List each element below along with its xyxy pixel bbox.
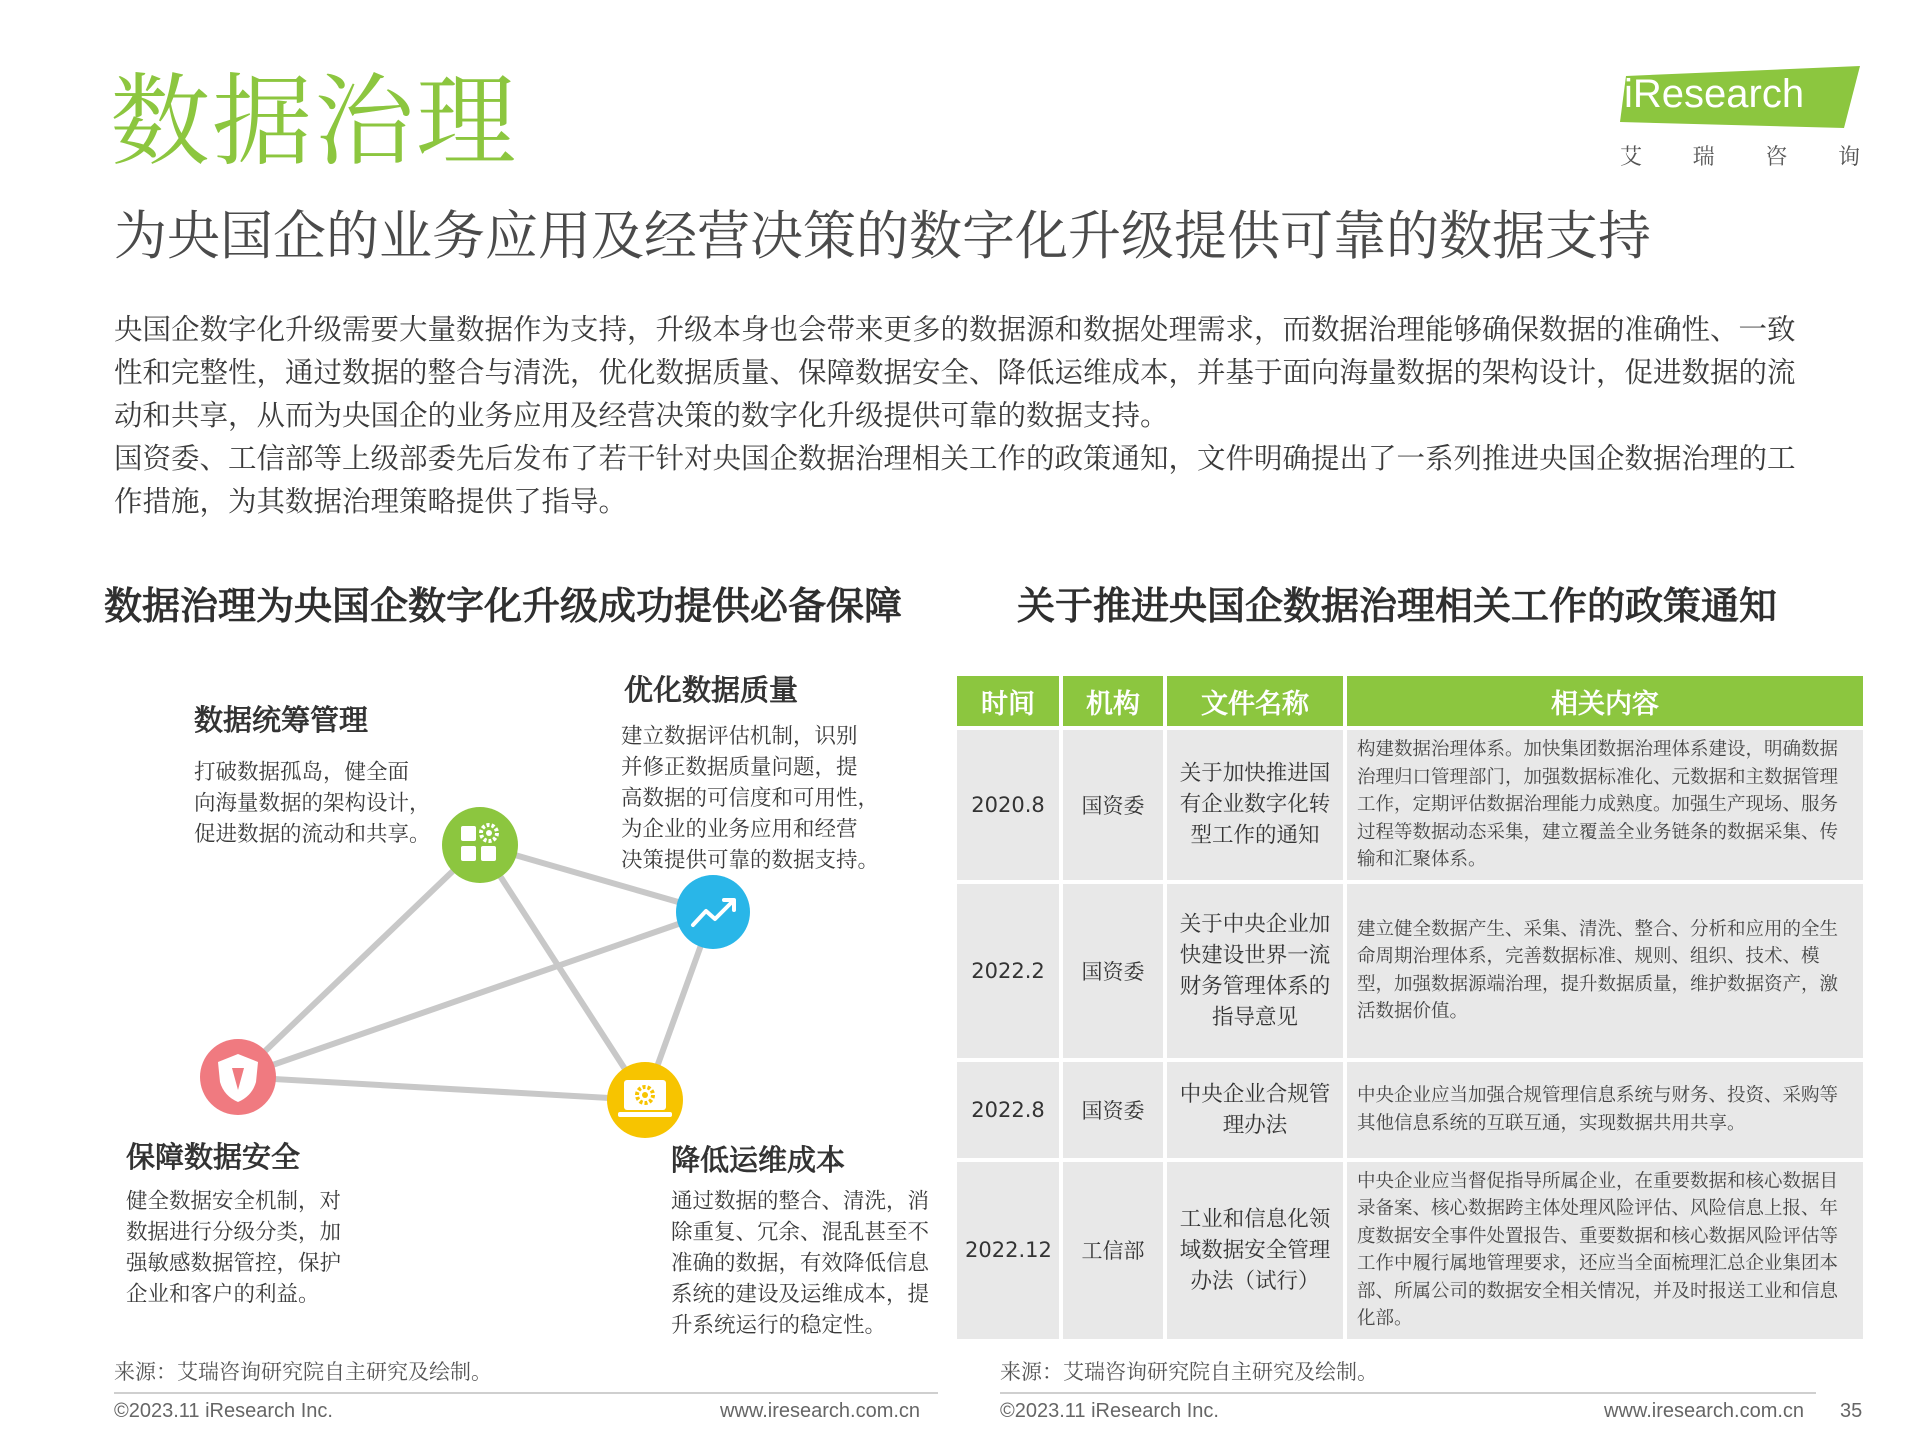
table-row <box>955 882 1865 1060</box>
shield-icon <box>200 1039 276 1115</box>
cell-doc: 工业和信息化领域数据安全管理办法（试行） <box>1165 1160 1345 1341</box>
cell-time: 2022.12 <box>955 1160 1061 1341</box>
right-section-heading: 关于推进央国企数据治理相关工作的政策通知 <box>1017 584 1778 628</box>
policy-table <box>953 672 1867 1343</box>
cell-org: 国资委 <box>1061 728 1165 882</box>
footer-copyright-left: ©2023.11 iResearch Inc. <box>114 1400 333 1422</box>
column-header-org: 机构 <box>1061 674 1165 728</box>
cell-content: 建立健全数据产生、采集、清洗、整合、分析和应用的全生命周期治理体系，完善数据标准、规则、组织、技术、模型，加强数据源端治理，提升数据质量，维护数据资产，激活数据价值。 <box>1345 882 1865 1060</box>
right-source-note: 来源：艾瑞咨询研究院自主研究及绘制。 <box>1000 1360 1378 1384</box>
cell-content: 构建数据治理体系。加快集团数据治理体系建设，明确数据治理归口管理部门，加强数据标准化、元数据和主数据管理工作，定期评估数据治理能力成熟度。加强生产现场、服务过程等数据动态采集，建立覆盖全业务链条的数据采集、传输和汇聚体系。 <box>1345 728 1865 882</box>
node-desc-data-quality: 建立数据评估机制，识别 并修正数据质量问题，提 高数据的可信度和可用性， 为企业的业务应用和经营 决策提供可靠的数据支持。 <box>621 724 880 873</box>
cell-content: 中央企业应当加强合规管理信息系统与财务、投资、采购等其他信息系统的互联互通，实现数据共用共享。 <box>1345 1060 1865 1160</box>
table-row <box>955 728 1865 882</box>
grid-gear-icon <box>442 807 518 883</box>
cell-doc: 关于加快推进国有企业数字化转型工作的通知 <box>1165 728 1345 882</box>
node-title-cost-reduction: 降低运维成本 <box>671 1143 846 1177</box>
table-header-row <box>955 674 1865 728</box>
footer-divider-left <box>114 1392 938 1394</box>
node-title-data-quality: 优化数据质量 <box>624 673 799 707</box>
left-section-heading: 数据治理为央国企数字化升级成功提供必备保障 <box>104 584 903 628</box>
node-title-data-management: 数据统筹管理 <box>194 703 369 737</box>
cell-org: 国资委 <box>1061 882 1165 1060</box>
gear-monitor-icon <box>607 1062 683 1138</box>
logo-wordmark: iResearch <box>1624 72 1805 116</box>
page-title: 数据治理 <box>110 63 518 180</box>
footer-website-right: www.iresearch.com.cn <box>1604 1400 1805 1422</box>
cell-time: 2020.8 <box>955 728 1061 882</box>
cell-doc: 关于中央企业加快建设世界一流财务管理体系的指导意见 <box>1165 882 1345 1060</box>
cell-org: 国资委 <box>1061 1060 1165 1160</box>
footer-divider-right <box>1000 1392 1816 1394</box>
footer-copyright-right: ©2023.11 iResearch Inc. <box>1000 1400 1219 1422</box>
page-number: 35 <box>1840 1400 1863 1422</box>
cell-time: 2022.8 <box>955 1060 1061 1160</box>
logo-chinese-name: 艾 瑞 咨 询 <box>1620 145 1860 170</box>
column-header-time: 时间 <box>955 674 1061 728</box>
node-desc-data-management: 打破数据孤岛，健全面 向海量数据的架构设计， 促进数据的流动和共享。 <box>194 760 431 847</box>
table-row <box>955 1160 1865 1341</box>
footer-website-left: www.iresearch.com.cn <box>720 1400 921 1422</box>
node-desc-cost-reduction: 通过数据的整合、清洗，消 除重复、冗余、混乱甚至不 准确的数据，有效降低信息 系统的建设及运维成本，提 升系统运行的稳定性。 <box>671 1189 930 1338</box>
left-source-note: 来源：艾瑞咨询研究院自主研究及绘制。 <box>114 1360 492 1384</box>
column-header-doc: 文件名称 <box>1165 674 1345 728</box>
column-header-content: 相关内容 <box>1345 674 1865 728</box>
cell-org: 工信部 <box>1061 1160 1165 1341</box>
node-title-data-security: 保障数据安全 <box>126 1140 301 1174</box>
trend-up-icon <box>676 875 750 949</box>
table-row <box>955 1060 1865 1160</box>
cell-time: 2022.2 <box>955 882 1061 1060</box>
intro-paragraph: 国资委、工信部等上级部委先后发布了若干针对央国企数据治理相关工作的政策通知，文件明确提出了一系列推进央国企数据治理的工作措施，为其数据治理策略提供了指导。 <box>114 442 1796 518</box>
network-links <box>238 845 713 1100</box>
node-desc-data-security: 健全数据安全机制，对 数据进行分级分类，加 强敏感数据管控，保护 企业和客户的利益。 <box>126 1189 342 1307</box>
cell-doc: 中央企业合规管理办法 <box>1165 1060 1345 1160</box>
page-subtitle: 为央国企的业务应用及经营决策的数字化升级提供可靠的数据支持 <box>114 206 1651 267</box>
cell-content: 中央企业应当督促指导所属企业，在重要数据和核心数据目录备案、核心数据跨主体处理风险评估、风险信息上报、年度数据安全事件处置报告、重要数据和核心数据风险评估等工作中履行属地管理要求，还应当全面梳理汇总企业集团本部、所属公司的数据安全相关情况，并及时报送工业和信息化部。 <box>1345 1160 1865 1341</box>
intro-paragraph: 央国企数字化升级需要大量数据作为支持，升级本身也会带来更多的数据源和数据处理需求，而数据治理能够确保数据的准确性、一致性和完整性，通过数据的整合与清洗，优化数据质量、保障数据安全、降低运维成本，并基于面向海量数据的架构设计，促进数据的流动和共享，从而为央国企的业务应用及经营决策的数字化升级提供可靠的数据支持。 <box>114 313 1796 432</box>
